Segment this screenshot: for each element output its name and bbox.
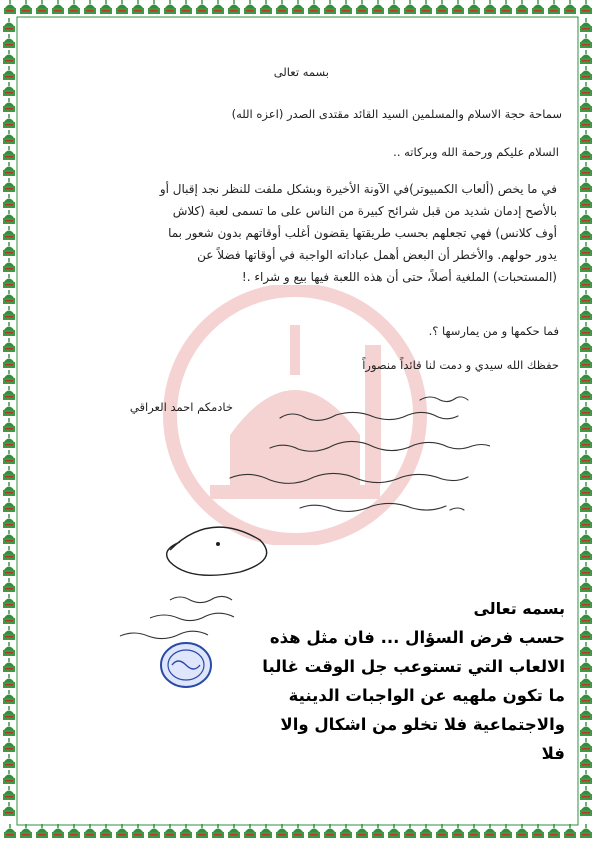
- typed-answer: [235, 594, 565, 768]
- border-dome-icon: [580, 466, 592, 480]
- border-dome-icon: [420, 0, 432, 14]
- border-dome-icon: [580, 514, 592, 528]
- border-dome-icon: [3, 562, 15, 576]
- border-dome-icon: [580, 738, 592, 752]
- border-dome-icon: [3, 306, 15, 320]
- border-dome-icon: [3, 354, 15, 368]
- border-dome-icon: [84, 0, 96, 14]
- border-dome-icon: [580, 130, 592, 144]
- answer-line: ما تكون ملهيه عن الواجبات الدينية: [288, 686, 565, 705]
- border-dome-icon: [580, 658, 592, 672]
- border-dome-icon: [3, 226, 15, 240]
- border-dome-icon: [68, 824, 80, 838]
- border-dome-icon: [3, 274, 15, 288]
- border-dome-icon: [580, 482, 592, 496]
- border-dome-icon: [580, 802, 592, 816]
- border-dome-icon: [100, 824, 112, 838]
- border-dome-icon: [3, 738, 15, 752]
- border-dome-icon: [3, 434, 15, 448]
- border-dome-icon: [244, 824, 256, 838]
- border-dome-icon: [196, 824, 208, 838]
- answer-line: فلا: [541, 744, 565, 763]
- border-dome-icon: [3, 578, 15, 592]
- answer-line: حسب فرض السؤال ... فان مثل هذه: [269, 628, 565, 647]
- border-dome-icon: [116, 824, 128, 838]
- border-dome-icon: [3, 210, 15, 224]
- border-dome-icon: [324, 824, 336, 838]
- border-dome-icon: [500, 824, 512, 838]
- border-dome-icon: [580, 210, 592, 224]
- border-dome-icon: [292, 824, 304, 838]
- answer-line: بسمه تعالى: [473, 599, 565, 618]
- handwritten-date-note: [110, 588, 250, 648]
- border-dome-icon: [548, 824, 560, 838]
- border-dome-icon: [20, 824, 32, 838]
- border-dome-icon: [404, 824, 416, 838]
- border-dome-icon: [580, 50, 592, 64]
- border-dome-icon: [436, 0, 448, 14]
- border-dome-icon: [260, 0, 272, 14]
- letter-body: [47, 178, 557, 288]
- border-dome-icon: [3, 178, 15, 192]
- border-dome-icon: [580, 402, 592, 416]
- border-dome-icon: [3, 34, 15, 48]
- border-dome-icon: [580, 354, 592, 368]
- border-dome-icon: [3, 114, 15, 128]
- border-dome-icon: [340, 824, 352, 838]
- border-dome-icon: [3, 258, 15, 272]
- letter-question: فما حكمها و من يمارسها ؟.: [428, 324, 559, 338]
- border-dome-icon: [3, 498, 15, 512]
- border-dome-icon: [580, 370, 592, 384]
- border-dome-icon: [420, 824, 432, 838]
- round-seal-stamp: [158, 640, 214, 690]
- border-dome-icon: [580, 146, 592, 160]
- border-dome-icon: [580, 690, 592, 704]
- border-dome-icon: [580, 0, 592, 14]
- border-dome-icon: [3, 610, 15, 624]
- border-dome-icon: [36, 0, 48, 14]
- border-dome-icon: [580, 98, 592, 112]
- border-dome-icon: [404, 0, 416, 14]
- border-dome-icon: [580, 226, 592, 240]
- border-dome-icon: [180, 0, 192, 14]
- border-dome-icon: [532, 824, 544, 838]
- border-dome-icon: [3, 162, 15, 176]
- border-dome-icon: [356, 0, 368, 14]
- border-dome-icon: [532, 0, 544, 14]
- letter-closing: حفظك الله سيدي و دمت لنا قائداً منصوراً: [362, 358, 559, 372]
- border-dome-icon: [580, 18, 592, 32]
- border-dome-icon: [3, 802, 15, 816]
- border-dome-icon: [580, 770, 592, 784]
- border-dome-icon: [212, 824, 224, 838]
- border-dome-icon: [196, 0, 208, 14]
- border-dome-icon: [68, 0, 80, 14]
- border-dome-icon: [3, 626, 15, 640]
- border-dome-icon: [548, 0, 560, 14]
- border-dome-icon: [580, 242, 592, 256]
- border-dome-icon: [468, 0, 480, 14]
- border-dome-icon: [564, 0, 576, 14]
- border-dome-icon: [132, 824, 144, 838]
- signature-scribble: [150, 510, 280, 590]
- border-dome-icon: [484, 824, 496, 838]
- border-dome-icon: [3, 130, 15, 144]
- border-dome-icon: [3, 418, 15, 432]
- border-dome-icon: [3, 674, 15, 688]
- border-dome-icon: [148, 824, 160, 838]
- border-dome-icon: [244, 0, 256, 14]
- border-dome-icon: [3, 370, 15, 384]
- letter-body-line: يدور حولهم. والأخطر أن البعض أهمل عباداته الواجبة في أوقاتها فضلاً عن: [197, 248, 557, 262]
- border-dome-icon: [564, 824, 576, 838]
- border-dome-icon: [3, 450, 15, 464]
- border-dome-icon: [3, 242, 15, 256]
- border-dome-icon: [580, 162, 592, 176]
- border-dome-icon: [3, 786, 15, 800]
- border-dome-icon: [356, 824, 368, 838]
- border-dome-icon: [3, 546, 15, 560]
- border-dome-icon: [580, 194, 592, 208]
- border-dome-icon: [3, 402, 15, 416]
- border-dome-icon: [3, 338, 15, 352]
- border-dome-icon: [468, 824, 480, 838]
- border-dome-icon: [180, 824, 192, 838]
- letter-addressee: سماحة حجة الاسلام والمسلمين السيد القائد مقتدى الصدر (اعزه الله): [231, 107, 562, 121]
- border-dome-icon: [4, 824, 16, 838]
- border-dome-icon: [580, 322, 592, 336]
- border-dome-icon: [3, 658, 15, 672]
- border-dome-icon: [388, 0, 400, 14]
- letter-basmala: بسمه تعالى: [273, 65, 329, 79]
- border-dome-icon: [148, 0, 160, 14]
- border-dome-icon: [132, 0, 144, 14]
- border-dome-icon: [580, 434, 592, 448]
- border-dome-icon: [3, 18, 15, 32]
- border-dome-icon: [36, 824, 48, 838]
- border-dome-icon: [580, 114, 592, 128]
- border-dome-icon: [580, 386, 592, 400]
- border-dome-icon: [3, 466, 15, 480]
- border-dome-icon: [580, 82, 592, 96]
- border-dome-icon: [580, 824, 592, 838]
- letter-greeting: السلام عليكم ورحمة الله وبركاته ..: [393, 145, 559, 159]
- border-dome-icon: [580, 786, 592, 800]
- border-dome-icon: [3, 642, 15, 656]
- border-dome-icon: [516, 0, 528, 14]
- border-dome-icon: [3, 50, 15, 64]
- border-dome-icon: [580, 66, 592, 80]
- border-dome-icon: [3, 514, 15, 528]
- border-dome-icon: [324, 0, 336, 14]
- border-dome-icon: [3, 82, 15, 96]
- border-dome-icon: [580, 274, 592, 288]
- border-dome-icon: [3, 146, 15, 160]
- border-dome-icon: [3, 722, 15, 736]
- border-dome-icon: [3, 290, 15, 304]
- border-dome-icon: [580, 546, 592, 560]
- border-dome-icon: [580, 578, 592, 592]
- border-dome-icon: [3, 754, 15, 768]
- answer-line: الالعاب التي تستوعب جل الوقت غالبا: [262, 657, 565, 676]
- border-dome-icon: [500, 0, 512, 14]
- letter-signature: خادمكم احمد العراقي: [129, 400, 233, 414]
- border-dome-icon: [292, 0, 304, 14]
- border-dome-icon: [452, 824, 464, 838]
- letter-body-line: أوف كلانس) فهي تجعلهم بحسب طريقتها يقضون أغلب أوقاتهم بدون شعور بما: [168, 226, 557, 240]
- border-dome-icon: [228, 824, 240, 838]
- border-dome-icon: [3, 690, 15, 704]
- border-dome-icon: [580, 450, 592, 464]
- border-dome-icon: [340, 0, 352, 14]
- border-dome-icon: [580, 594, 592, 608]
- border-dome-icon: [3, 594, 15, 608]
- border-dome-icon: [580, 306, 592, 320]
- border-dome-icon: [3, 482, 15, 496]
- border-dome-icon: [276, 824, 288, 838]
- border-dome-icon: [580, 338, 592, 352]
- border-dome-icon: [580, 706, 592, 720]
- border-dome-icon: [580, 626, 592, 640]
- border-dome-icon: [580, 418, 592, 432]
- border-dome-icon: [100, 0, 112, 14]
- border-dome-icon: [580, 258, 592, 272]
- border-dome-icon: [580, 642, 592, 656]
- handwritten-answer: [120, 390, 490, 520]
- border-dome-icon: [580, 722, 592, 736]
- border-dome-icon: [580, 178, 592, 192]
- border-dome-icon: [484, 0, 496, 14]
- border-dome-icon: [308, 824, 320, 838]
- border-dome-icon: [4, 0, 16, 14]
- border-dome-icon: [580, 290, 592, 304]
- border-dome-icon: [516, 824, 528, 838]
- letter-body-line: في ما يخص (ألعاب الكمبيوتر)في الآونة الأخيرة وبشكل ملفت للنظر نجد إقبال أو: [159, 182, 557, 196]
- border-dome-icon: [580, 674, 592, 688]
- border-dome-icon: [260, 824, 272, 838]
- border-dome-icon: [372, 0, 384, 14]
- border-dome-icon: [3, 530, 15, 544]
- border-dome-icon: [3, 98, 15, 112]
- border-dome-icon: [308, 0, 320, 14]
- border-dome-icon: [116, 0, 128, 14]
- border-dome-icon: [84, 824, 96, 838]
- border-dome-icon: [3, 194, 15, 208]
- border-dome-icon: [52, 824, 64, 838]
- border-dome-icon: [580, 498, 592, 512]
- border-dome-icon: [388, 824, 400, 838]
- border-dome-icon: [580, 34, 592, 48]
- answer-line: والاجتماعية فلا تخلو من اشكال والا: [280, 715, 565, 734]
- border-dome-icon: [3, 66, 15, 80]
- border-dome-icon: [3, 770, 15, 784]
- border-dome-icon: [228, 0, 240, 14]
- border-dome-icon: [580, 754, 592, 768]
- border-dome-icon: [3, 706, 15, 720]
- border-dome-icon: [452, 0, 464, 14]
- border-dome-icon: [580, 562, 592, 576]
- border-dome-icon: [372, 824, 384, 838]
- border-dome-icon: [580, 530, 592, 544]
- border-dome-icon: [164, 824, 176, 838]
- border-dome-icon: [164, 0, 176, 14]
- letter-body-line: (المستحبات) الملغية أصلاً، حتى أن هذه اللعبة فيها بيع و شراء .!: [241, 270, 557, 284]
- letter-body-line: بالأصح إدمان شديد من قبل شرائح كبيرة من الناس على ما تسمى لعبة (كلاش: [172, 204, 557, 218]
- border-dome-icon: [3, 386, 15, 400]
- border-dome-icon: [52, 0, 64, 14]
- border-dome-icon: [3, 322, 15, 336]
- border-dome-icon: [276, 0, 288, 14]
- border-dome-icon: [580, 610, 592, 624]
- border-dome-icon: [20, 0, 32, 14]
- border-dome-icon: [436, 824, 448, 838]
- border-dome-icon: [212, 0, 224, 14]
